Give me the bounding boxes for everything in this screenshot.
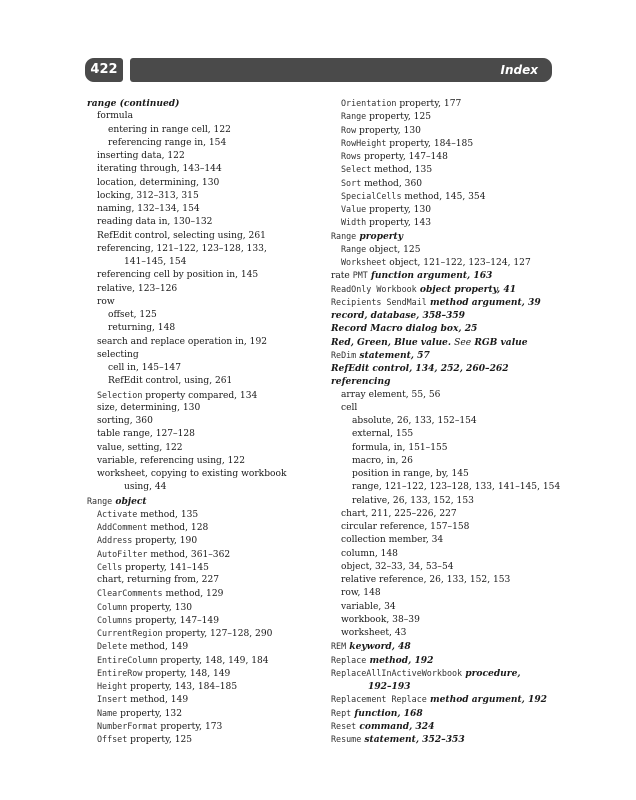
index-entry xyxy=(87,654,317,667)
index-entry-text: property, 130 xyxy=(366,205,432,215)
index-entry-text: property, 148, 149 xyxy=(142,668,231,679)
index-entry-text: formula, in, 151–155 xyxy=(352,442,448,453)
index-entry-text: object, 121–122, 123–124, 127 xyxy=(386,258,531,268)
index-entry-text: method argument, 39 xyxy=(426,296,541,308)
index-entry-text: Select xyxy=(341,164,372,175)
index-entry xyxy=(331,455,556,468)
index-entry xyxy=(87,336,317,349)
index-entry xyxy=(87,667,317,680)
index-entry xyxy=(331,163,556,176)
index-entry-text: entering in range cell, 122 xyxy=(108,124,231,135)
index-entry-text: object, 32–33, 34, 53–54 xyxy=(341,561,454,572)
index-entry-text: array element, 55, 56 xyxy=(341,389,441,400)
index-entry-text: statement, 57 xyxy=(356,349,430,361)
index-entry-text: SpecialCells xyxy=(341,190,402,201)
index-entry xyxy=(331,693,556,706)
index-entry-text: Offset xyxy=(97,734,128,744)
index-entry xyxy=(87,627,317,640)
index-entry-text: method, 135 xyxy=(137,509,199,520)
index-entry xyxy=(87,534,317,547)
index-entry-text: Delete xyxy=(97,641,128,652)
index-entry xyxy=(87,442,317,455)
index-entry-text: formula xyxy=(97,111,133,122)
index-entry xyxy=(87,455,317,468)
index-entry xyxy=(331,177,556,190)
index-entry xyxy=(331,733,556,746)
index-entry-text: column, 148 xyxy=(341,548,398,559)
index-entry-text: reading data in, 130–132 xyxy=(97,217,213,228)
index-entry-text: chart, 211, 225–226, 227 xyxy=(341,508,457,519)
index-entry xyxy=(331,495,556,508)
index-entry-text: external, 155 xyxy=(352,429,414,440)
index-entry-text: property, 127–128, 290 xyxy=(162,629,273,639)
index-entry xyxy=(331,508,556,521)
index-entry-text: cell xyxy=(341,402,358,413)
index-entry-text: worksheet, 43 xyxy=(341,628,407,638)
index-entry-text: range (continued) xyxy=(87,98,180,109)
index-entry xyxy=(87,230,317,243)
index-entry-text: Selection xyxy=(97,389,143,400)
index-entry-text: Worksheet xyxy=(341,257,387,267)
index-entry xyxy=(87,283,317,296)
section-title-bar xyxy=(130,58,552,82)
index-entry-text: Height xyxy=(97,681,128,691)
page-number: 422 xyxy=(90,62,118,77)
index-entry-text: property, 143, 184–185 xyxy=(127,682,238,692)
index-entry-text: method, 361–362 xyxy=(147,549,231,560)
index-entry xyxy=(87,707,317,720)
index-entry-text: method, 135 xyxy=(371,165,433,176)
index-entry-text: range, 121–122, 123–128, 133, 141–145, 154 xyxy=(352,482,561,493)
index-entry xyxy=(331,640,556,653)
index-entry-text: sorting, 360 xyxy=(97,416,153,426)
index-entry xyxy=(87,150,317,163)
index-entry xyxy=(331,587,556,600)
index-entry-text: locking, 312–313, 315 xyxy=(97,190,199,201)
index-entry xyxy=(87,309,317,322)
index-entry xyxy=(331,124,556,137)
index-entry-text: property, 130 xyxy=(127,602,193,613)
index-entry-text: property, 147–149 xyxy=(132,615,220,626)
index-entry-text: Width xyxy=(341,217,367,228)
index-entry-text: cell in, 145–147 xyxy=(108,363,181,373)
index-entry-text: property, 147–148 xyxy=(361,152,448,162)
index-entry-text: procedure, xyxy=(462,667,521,679)
section-title: Index xyxy=(500,63,538,77)
index-entry xyxy=(331,97,556,110)
index-entry-text: function, 168 xyxy=(351,707,423,719)
index-entry xyxy=(87,601,317,614)
index-entry xyxy=(87,402,317,415)
index-entry-text: statement, 352–353 xyxy=(361,734,465,745)
index-entry-text: position in range, by, 145 xyxy=(352,469,469,479)
index-entry-text: object xyxy=(112,495,147,507)
index-entry-text: property, 184–185 xyxy=(386,138,474,149)
index-entry-text: method, 360 xyxy=(361,178,423,189)
index-entry xyxy=(87,693,317,706)
index-entry xyxy=(87,216,317,229)
index-entry-text: property, 132 xyxy=(117,708,182,719)
index-entry-text: table range, 127–128 xyxy=(97,429,195,440)
index-entry xyxy=(87,508,317,521)
index-entry-text: row xyxy=(97,296,115,307)
index-entry-text: RefEdit control, using, 261 xyxy=(108,376,233,387)
index-entry xyxy=(331,521,556,534)
index-entry xyxy=(331,269,556,282)
index-entry-text: property, 141–145 xyxy=(122,562,209,573)
index-entry-text: Name xyxy=(97,707,118,718)
index-entry-text: collection member, 34 xyxy=(341,535,444,546)
index-entry-text: property compared, 134 xyxy=(142,390,258,401)
index-entry-text: property xyxy=(356,230,404,242)
index-entry-text: Resume xyxy=(331,734,362,744)
index-entry-text: variable, 34 xyxy=(341,601,396,612)
index-entry-text: returning, 148 xyxy=(108,323,176,334)
index-entry-text: Cells xyxy=(97,561,123,572)
index-entry xyxy=(87,296,317,309)
index-entry xyxy=(87,190,317,203)
index-entry xyxy=(331,614,556,627)
index-entry xyxy=(87,587,317,600)
index-entry-text: referencing, 121–122, 123–128, 133, xyxy=(97,243,267,254)
index-entry-text: AutoFilter xyxy=(97,548,148,559)
index-entry-text: method, 149 xyxy=(127,642,189,653)
index-entry-text: row, 148 xyxy=(341,588,381,599)
index-entry-text: selecting xyxy=(97,349,139,360)
index-entry xyxy=(87,269,317,282)
index-entry-text: property, 130 xyxy=(356,125,421,136)
index-entry-text: circular reference, 157–158 xyxy=(341,522,470,532)
index-entry-text: Range xyxy=(341,111,367,122)
index-entry xyxy=(331,667,556,680)
index-entry xyxy=(87,110,317,123)
index-entry-text: location, determining, 130 xyxy=(97,177,220,188)
index-entry xyxy=(87,163,317,176)
index-entry xyxy=(331,534,556,547)
index-entry-text: Range xyxy=(341,243,367,254)
index-entry-text: ReDim xyxy=(331,349,357,360)
index-entry-text: Replace xyxy=(331,654,367,665)
index-entry-text: worksheet, copying to existing workbook xyxy=(97,469,287,479)
index-entry xyxy=(87,375,317,388)
index-entry xyxy=(87,124,317,137)
index-entry-text: method, 129 xyxy=(162,589,224,600)
index-entry-text: referencing range in, 154 xyxy=(108,137,227,148)
index-entry xyxy=(87,428,317,441)
index-entry-text: Rows xyxy=(341,151,362,161)
index-entry xyxy=(87,614,317,627)
index-entry-text: chart, returning from, 227 xyxy=(97,575,220,585)
index-entry xyxy=(87,322,317,335)
index-entry xyxy=(331,402,556,415)
index-entry-text: Range xyxy=(87,495,113,506)
index-entry-text: RGB value xyxy=(471,336,528,348)
index-entry-text: property, 125 xyxy=(366,112,432,123)
index-entry xyxy=(87,481,317,494)
index-entry-text: CurrentRegion xyxy=(97,628,163,638)
index-entry xyxy=(331,296,556,309)
index-entry-text: offset, 125 xyxy=(108,310,157,320)
index-entry-text: ClearComments xyxy=(97,588,163,599)
index-entry xyxy=(87,495,317,508)
index-entry xyxy=(331,680,556,693)
index-entry-text: property, 125 xyxy=(127,735,193,745)
index-entry-text: method argument, 192 xyxy=(426,694,547,706)
index-entry xyxy=(331,362,556,375)
index-entry xyxy=(87,720,317,733)
index-entry-text: RefEdit control, 134, 252, 260–262 xyxy=(331,363,509,374)
index-entry xyxy=(331,627,556,640)
index-entry-text: macro, in, 26 xyxy=(352,455,413,466)
index-entry xyxy=(331,442,556,455)
index-entry-text: absolute, 26, 133, 152–154 xyxy=(352,416,477,426)
index-entry-text: relative, 26, 133, 152, 153 xyxy=(352,495,474,506)
index-entry-text: property, 148, 149, 184 xyxy=(157,655,269,666)
index-entry xyxy=(87,349,317,362)
index-entry-text: inserting data, 122 xyxy=(97,151,185,161)
index-entry-text: Replacement Replace xyxy=(331,694,427,705)
index-entry xyxy=(331,216,556,229)
index-entry xyxy=(331,150,556,163)
index-entry-text: Activate xyxy=(97,508,138,519)
index-entry-text: relative reference, 26, 133, 152, 153 xyxy=(341,575,511,585)
index-entry-text: ReadOnly Workbook xyxy=(331,283,417,294)
index-entry-text: relative, 123–126 xyxy=(97,283,178,294)
index-entry xyxy=(331,243,556,256)
index-entry-text: property, 190 xyxy=(132,536,198,547)
index-entry xyxy=(331,468,556,481)
index-entry-text: ReplaceAllInActiveWorkbook xyxy=(331,667,463,678)
index-entry xyxy=(331,336,556,349)
index-entry-text: AddComment xyxy=(97,522,148,532)
index-entry-text: keyword, 48 xyxy=(346,641,411,653)
index-entry-text: Sort xyxy=(341,177,362,188)
index-entry xyxy=(331,707,556,720)
index-entry-text: method, 145, 354 xyxy=(401,191,486,202)
index-column-left xyxy=(87,97,317,746)
page-number-tab xyxy=(85,58,123,82)
index-entry-text: EntireColumn xyxy=(97,654,158,665)
index-entry-text: referencing cell by position in, 145 xyxy=(97,270,259,281)
index-entry xyxy=(331,375,556,388)
index-entry-text: variable, referencing using, 122 xyxy=(97,455,246,466)
index-entry xyxy=(87,561,317,574)
index-entry xyxy=(87,243,317,256)
index-entry-text: PMT xyxy=(352,270,368,281)
index-entry-text: EntireRow xyxy=(97,667,143,678)
index-entry xyxy=(331,190,556,203)
index-entry-text: Column xyxy=(97,601,128,612)
index-entry-text: 192–193 xyxy=(368,681,411,692)
index-entry-text: Reset xyxy=(331,720,357,731)
index-entry xyxy=(87,680,317,693)
index-entry xyxy=(331,720,556,733)
index-entry-text: Value xyxy=(341,204,367,214)
index-entry xyxy=(87,137,317,150)
index-entry xyxy=(331,654,556,667)
index-entry-text: search and replace operation in, 192 xyxy=(97,336,268,347)
index-entry-text: REM xyxy=(331,641,347,652)
index-entry-text: workbook, 38–39 xyxy=(341,614,420,625)
index-entry-text: method, 149 xyxy=(127,695,189,706)
index-entry-text: RefEdit control, selecting using, 261 xyxy=(97,230,266,241)
index-entry xyxy=(87,468,317,481)
index-entry xyxy=(87,203,317,216)
index-column-right xyxy=(331,97,561,746)
index-entry xyxy=(331,256,556,269)
index-entry-text: function argument, 163 xyxy=(367,270,493,282)
index-entry xyxy=(331,481,561,494)
index-entry-text: Insert xyxy=(97,694,128,705)
index-entry-text: Recipients SendMail xyxy=(331,296,427,307)
index-entry xyxy=(87,521,317,534)
index-entry-text: NumberFormat xyxy=(97,720,158,731)
index-entry xyxy=(87,362,317,375)
index-entry xyxy=(87,548,317,561)
index-entry-text: using, 44 xyxy=(124,482,167,493)
index-entry xyxy=(331,428,556,441)
index-entry xyxy=(331,574,556,587)
index-entry xyxy=(331,230,556,243)
index-entry xyxy=(87,389,317,402)
index-entry-text: Red, Green, Blue value. xyxy=(331,336,455,348)
index-entry-text: command, 324 xyxy=(356,720,435,732)
index-entry-text: object, 125 xyxy=(366,244,421,255)
index-entry-text: property, 173 xyxy=(157,721,223,732)
index-entry xyxy=(331,561,556,574)
index-entry xyxy=(87,733,317,746)
index-entry-text: property, 143 xyxy=(366,218,432,229)
index-entry xyxy=(87,574,317,587)
index-entry-text: Orientation xyxy=(341,98,397,108)
index-entry-text: Rept xyxy=(331,707,352,718)
index-entry xyxy=(331,137,556,150)
index-entry-text: 141–145, 154 xyxy=(124,257,187,267)
index-entry xyxy=(87,256,317,269)
index-entry-text: record, database, 358–359 xyxy=(331,310,466,321)
index-entry xyxy=(331,415,556,428)
index-entry-text: See xyxy=(454,337,472,348)
index-entry-text: rate xyxy=(331,271,353,282)
index-entry xyxy=(331,601,556,614)
index-entry xyxy=(87,97,317,110)
index-entry xyxy=(331,349,556,362)
index-entry xyxy=(331,110,556,123)
index-entry-text: property, 177 xyxy=(396,99,462,109)
index-entry-text: referencing xyxy=(331,376,391,388)
index-entry xyxy=(331,309,556,322)
index-entry-text: Row xyxy=(341,124,357,135)
index-entry-text: Range xyxy=(331,230,357,241)
index-entry-text: Columns xyxy=(97,614,133,625)
index-entry-text: Address xyxy=(97,535,133,546)
index-entry xyxy=(87,640,317,653)
index-entry-text: naming, 132–134, 154 xyxy=(97,204,200,214)
page-header xyxy=(85,58,552,82)
index-entry-text: method, 128 xyxy=(147,523,209,533)
index-entry xyxy=(331,322,556,335)
index-entry-text: method, 192 xyxy=(366,654,434,666)
index-entry-text: Record Macro dialog box, 25 xyxy=(331,323,478,335)
index-entry-text: object property, 41 xyxy=(416,283,517,295)
index-entry xyxy=(331,203,556,216)
index-entry-text: RowHeight xyxy=(341,137,387,148)
index-entry xyxy=(331,389,556,402)
index-entry xyxy=(87,177,317,190)
index-entry-text: iterating through, 143–144 xyxy=(97,164,222,175)
index-entry-text: size, determining, 130 xyxy=(97,402,201,413)
index-entry xyxy=(331,283,556,296)
index-entry xyxy=(87,415,317,428)
index-entry xyxy=(331,548,556,561)
index-entry-text: value, setting, 122 xyxy=(97,442,183,453)
